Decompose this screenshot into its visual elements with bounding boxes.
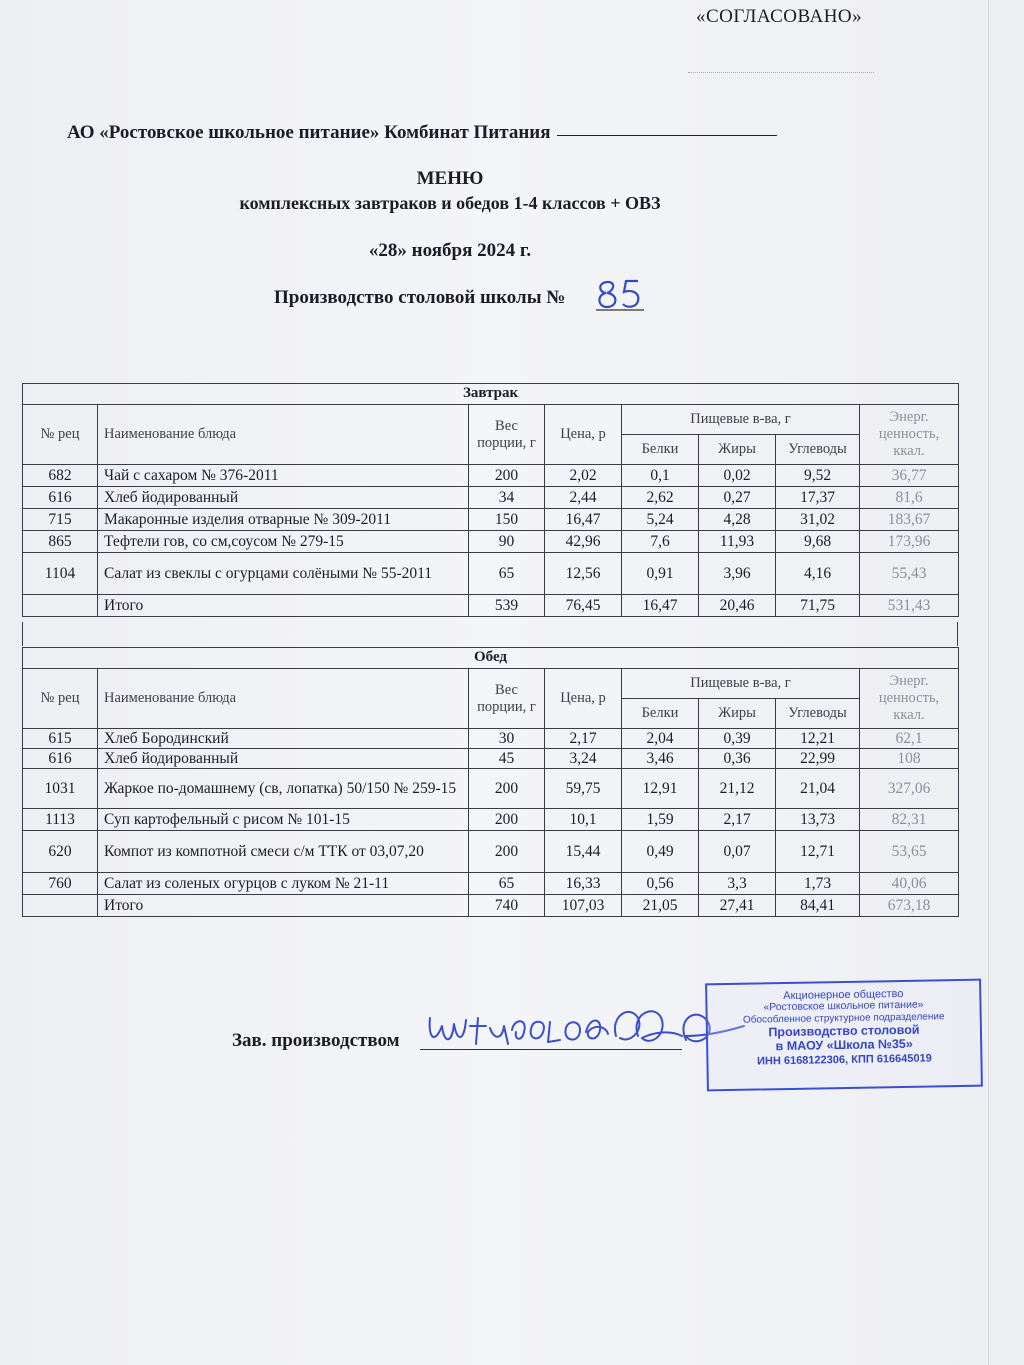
table-row <box>23 729 959 749</box>
cell-rec: 760 <box>23 873 98 895</box>
cell-carbs: 22,99 <box>776 749 860 769</box>
cell-carbs: 9,68 <box>776 531 860 553</box>
stamp-line-3: Обособленное структурное подразделение <box>742 1011 945 1026</box>
table-row <box>23 873 959 895</box>
cell-energy: 40,06 <box>860 873 959 895</box>
total-protein: 21,05 <box>622 895 699 917</box>
lunch-table <box>22 647 959 917</box>
cell-name: Хлеб йодированный <box>98 487 469 509</box>
cell-carbs: 13,73 <box>776 809 860 831</box>
breakfast-title: Завтрак <box>23 384 959 405</box>
total-label: Итого <box>98 595 469 617</box>
table-row <box>23 531 959 553</box>
cell-carbs: 12,21 <box>776 729 860 749</box>
cell-weight: 200 <box>469 809 545 831</box>
col-header-rec: № рец <box>23 405 98 465</box>
cell-weight: 45 <box>469 749 545 769</box>
table-spacer <box>22 622 958 646</box>
col-header-nutrients: Пищевые в-ва, г <box>622 669 860 699</box>
col-header-carbs: Углеводы <box>776 435 860 465</box>
cell-carbs: 31,02 <box>776 509 860 531</box>
cell-rec: 615 <box>23 729 98 749</box>
total-energy: 673,18 <box>860 895 959 917</box>
cell-price: 2,17 <box>545 729 622 749</box>
cell-name: Макаронные изделия отварные № 309-2011 <box>98 509 469 531</box>
cell-protein: 2,62 <box>622 487 699 509</box>
cell-price: 59,75 <box>545 769 622 809</box>
organization-line <box>67 122 777 144</box>
cell-name: Чай с сахаром № 376-2011 <box>98 465 469 487</box>
col-header-weight: Вес порции, г <box>469 405 545 465</box>
cell-protein: 1,59 <box>622 809 699 831</box>
cell-rec: 715 <box>23 509 98 531</box>
cell-carbs: 9,52 <box>776 465 860 487</box>
signer-label: Зав. производством <box>232 1030 400 1051</box>
cell-rec: 865 <box>23 531 98 553</box>
table-row <box>23 509 959 531</box>
organization-name: АО «Ростовское школьное питание» Комбинат Питания <box>67 122 551 143</box>
cell-name: Салат из свеклы с огурцами солёными № 55-2011 <box>98 553 469 595</box>
cell-weight: 200 <box>469 769 545 809</box>
cell-carbs: 21,04 <box>776 769 860 809</box>
col-header-weight: Вес порции, г <box>469 669 545 729</box>
total-protein: 16,47 <box>622 595 699 617</box>
stamp-line-6: ИНН 6168122306, КПП 616645019 <box>756 1052 932 1068</box>
cell-name: Жаркое по-домашнему (св, лопатка) 50/150 № 259-15 <box>98 769 469 809</box>
total-carbs: 71,75 <box>776 595 860 617</box>
total-weight: 740 <box>469 895 545 917</box>
cell-protein: 7,6 <box>622 531 699 553</box>
cell-weight: 150 <box>469 509 545 531</box>
cell-energy: 82,31 <box>860 809 959 831</box>
col-header-name: Наименование блюда <box>98 405 469 465</box>
cell-fat: 4,28 <box>699 509 776 531</box>
cell-protein: 12,91 <box>622 769 699 809</box>
cell-rec: 616 <box>23 749 98 769</box>
table-row <box>23 749 959 769</box>
organization-blank-line <box>557 135 777 136</box>
lunch-title: Обед <box>23 648 959 669</box>
cell-protein: 0,91 <box>622 553 699 595</box>
table-row <box>23 487 959 509</box>
cell-energy: 53,65 <box>860 831 959 873</box>
cell-energy: 173,96 <box>860 531 959 553</box>
table-row <box>23 831 959 873</box>
cell-weight: 30 <box>469 729 545 749</box>
cell-rec: 616 <box>23 487 98 509</box>
cell-weight: 90 <box>469 531 545 553</box>
breakfast-table <box>22 383 959 617</box>
cell-weight: 200 <box>469 465 545 487</box>
total-row <box>23 595 959 617</box>
cell-rec: 620 <box>23 831 98 873</box>
cell-name: Компот из компотной смеси с/м ТТК от 03,07,20 <box>98 831 469 873</box>
cell-energy: 36,77 <box>860 465 959 487</box>
cell-fat: 0,27 <box>699 487 776 509</box>
cell-carbs: 12,71 <box>776 831 860 873</box>
col-header-name: Наименование блюда <box>98 669 469 729</box>
cell-price: 2,02 <box>545 465 622 487</box>
cell-energy: 55,43 <box>860 553 959 595</box>
table-row <box>23 769 959 809</box>
cell-price: 15,44 <box>545 831 622 873</box>
col-header-fat: Жиры <box>699 435 776 465</box>
cell-protein: 0,1 <box>622 465 699 487</box>
cell-weight: 65 <box>469 553 545 595</box>
cell-fat: 0,02 <box>699 465 776 487</box>
col-header-price: Цена, р <box>545 669 622 729</box>
total-carbs: 84,41 <box>776 895 860 917</box>
cell-fat: 21,12 <box>699 769 776 809</box>
school-number-handwritten <box>594 276 646 312</box>
cell-protein: 5,24 <box>622 509 699 531</box>
approved-label: «СОГЛАСОВАНО» <box>696 6 863 27</box>
cell-rec: 1031 <box>23 769 98 809</box>
table-row <box>23 553 959 595</box>
cell-energy: 183,67 <box>860 509 959 531</box>
col-header-fat: Жиры <box>699 699 776 729</box>
table-row <box>23 465 959 487</box>
cell-price: 3,24 <box>545 749 622 769</box>
cell-name: Салат из соленых огурцов с луком № 21-11 <box>98 873 469 895</box>
col-header-protein: Белки <box>622 435 699 465</box>
cell-name: Суп картофельный с рисом № 101-15 <box>98 809 469 831</box>
stamp-line-5: в МАОУ «Школа №35» <box>775 1037 913 1054</box>
cell-energy: 62,1 <box>860 729 959 749</box>
col-header-protein: Белки <box>622 699 699 729</box>
cell-name: Хлеб йодированный <box>98 749 469 769</box>
total-fat: 27,41 <box>699 895 776 917</box>
cell-protein: 2,04 <box>622 729 699 749</box>
menu-date: «28» ноября 2024 г. <box>368 240 532 261</box>
cell-protein: 0,49 <box>622 831 699 873</box>
cell-name: Хлеб Бородинский <box>98 729 469 749</box>
stamp-line-4: Производство столовой <box>768 1022 920 1040</box>
cell-carbs: 17,37 <box>776 487 860 509</box>
menu-title: МЕНЮ <box>416 168 484 189</box>
cell-rec-empty <box>23 895 98 917</box>
total-label: Итого <box>98 895 469 917</box>
cell-carbs: 4,16 <box>776 553 860 595</box>
total-fat: 20,46 <box>699 595 776 617</box>
cell-energy: 81,6 <box>860 487 959 509</box>
col-header-energy: Энерг. ценность, ккал. <box>860 669 959 729</box>
col-header-carbs: Углеводы <box>776 699 860 729</box>
col-header-rec: № рец <box>23 669 98 729</box>
cell-energy: 108 <box>860 749 959 769</box>
col-header-nutrients: Пищевые в-ва, г <box>622 405 860 435</box>
cell-fat: 0,39 <box>699 729 776 749</box>
approved-signature-line <box>688 72 874 73</box>
stamp-line-2: «Ростовское школьное питание» <box>763 998 924 1014</box>
cell-price: 42,96 <box>545 531 622 553</box>
organization-stamp <box>705 979 983 1092</box>
cell-fat: 0,36 <box>699 749 776 769</box>
cell-fat: 2,17 <box>699 809 776 831</box>
total-row <box>23 895 959 917</box>
total-price: 76,45 <box>545 595 622 617</box>
cell-price: 16,33 <box>545 873 622 895</box>
total-price: 107,03 <box>545 895 622 917</box>
cell-price: 16,47 <box>545 509 622 531</box>
table-row <box>23 809 959 831</box>
col-header-energy: Энерг. ценность, ккал. <box>860 405 959 465</box>
cell-energy: 327,06 <box>860 769 959 809</box>
cell-rec: 682 <box>23 465 98 487</box>
cell-weight: 65 <box>469 873 545 895</box>
menu-subtitle: комплексных завтраков и обедов 1-4 классов + ОВЗ <box>239 193 661 213</box>
total-energy: 531,43 <box>860 595 959 617</box>
cell-rec: 1104 <box>23 553 98 595</box>
cell-protein: 3,46 <box>622 749 699 769</box>
total-weight: 539 <box>469 595 545 617</box>
cell-rec: 1113 <box>23 809 98 831</box>
cell-price: 12,56 <box>545 553 622 595</box>
stamp-line-1: Акционерное общество <box>783 987 904 1003</box>
cell-carbs: 1,73 <box>776 873 860 895</box>
cell-fat: 3,3 <box>699 873 776 895</box>
cell-fat: 11,93 <box>699 531 776 553</box>
cell-price: 2,44 <box>545 487 622 509</box>
col-header-price: Цена, р <box>545 405 622 465</box>
cell-protein: 0,56 <box>622 873 699 895</box>
cell-fat: 3,96 <box>699 553 776 595</box>
cell-name: Тефтели гов, со см,соусом № 279-15 <box>98 531 469 553</box>
cell-weight: 34 <box>469 487 545 509</box>
cell-price: 10,1 <box>545 809 622 831</box>
school-label: Производство столовой школы № <box>274 287 566 308</box>
cell-fat: 0,07 <box>699 831 776 873</box>
cell-rec-empty <box>23 595 98 617</box>
cell-weight: 200 <box>469 831 545 873</box>
